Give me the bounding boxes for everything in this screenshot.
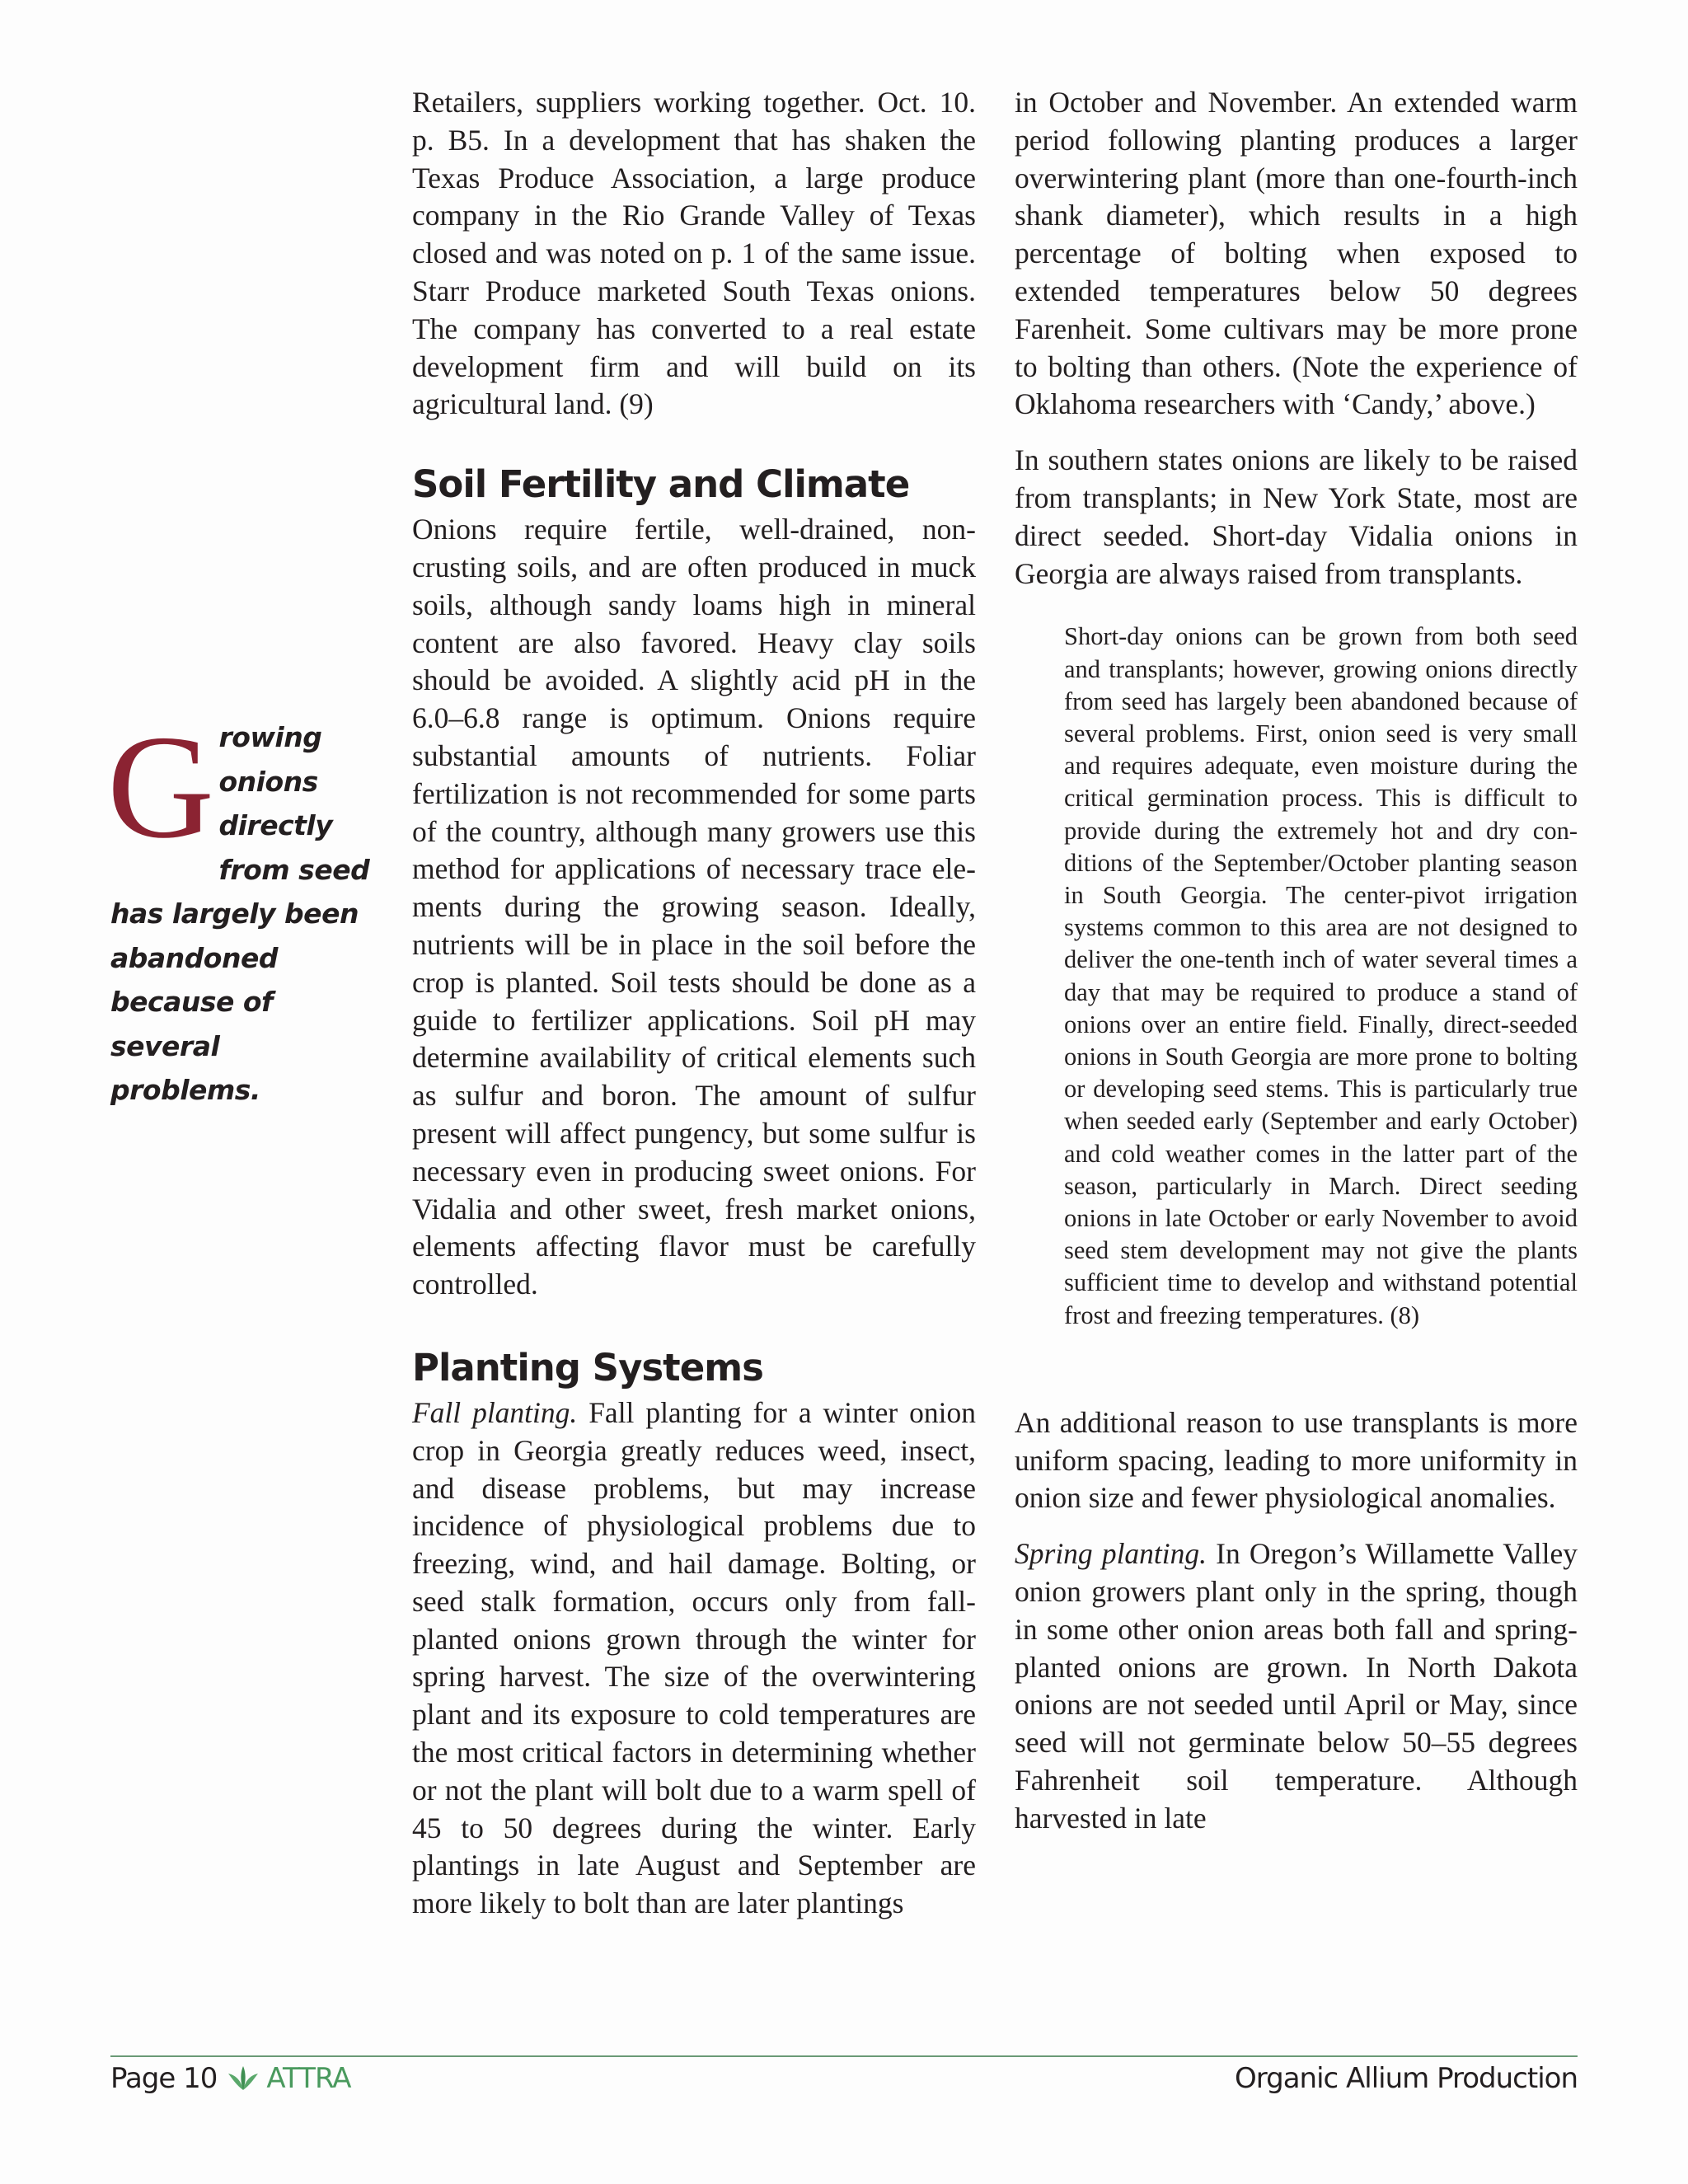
fall-planting-label: Fall planting.	[412, 1395, 578, 1429]
soil-fertility-paragraph: Onions require fertile, well-drained, non-crusting soils, and are often produced in muck soils, although sandy loams high in mineral content are also favored. Heavy clay soils should be avoided. A slightly acid pH in the 6.0–6.8 range is optimum. Onions require substantial amounts of nutrients. Foliar fertilization is not recommended for some parts of the country, although many growers use this method for applications of necessary trace elements during the growing season. Ideally, nutrients will be in place in the soil before the crop is planted. Soil tests should be done as a guide to fertilizer applications. Soil pH may determine availability of critical elements such as sulfur and boron. The amount of sulfur present will affect pungency, but some sulfur is necessary even in producing sweet onions. For Vidalia and other sweet, fresh market onions, elements affecting flavor must be carefully controlled.	[412, 513, 976, 1301]
right-column	[1015, 84, 1578, 1838]
drop-cap: G	[107, 705, 214, 869]
leaf-icon	[225, 2065, 261, 2092]
transplants-paragraph: An additional reason to use transplants is more uniform spacing, leading to more uniformity in onion size and fewer physiological anomalies.	[1015, 1405, 1578, 1515]
southern-states-paragraph: In southern states onions are likely to be raised from transplants; in New York State, most are direct seeded. Short-day Vidalia onions in Georgia are always raised from transplants.	[1015, 443, 1578, 590]
spring-planting-label: Spring planting.	[1015, 1537, 1207, 1571]
page-number: Page 10	[110, 2062, 218, 2095]
overwintering-paragraph: in October and November. An extended warm period following planting produces a larger overwintering plant (more than one-fourth-inch shank diameter), which results in a high percentage of bolting when exposed to extended temperatures below 50 degrees Farenheit. Some cultivars may be more prone to bolting than others. (Note the experience of Oklahoma researchers with ‘Candy,’ above.)	[1015, 86, 1578, 421]
left-column	[412, 84, 976, 1923]
pull-quote	[107, 705, 371, 1113]
intro-paragraph: Retailers, suppliers working together. Oct. 10. p. B5. In a development that has shaken the Texas Produce Association, a large produce company in the Rio Grande Valley of Texas closed and was noted on p. 1 of the same issue. Starr Produce marketed South Texas onions. The company has converted to a real estate development firm and will build on its agricultural land. (9)	[412, 86, 976, 421]
spring-planting-paragraph	[1015, 1535, 1578, 1837]
fall-planting-text: Fall planting for a winter onion crop in Georgia greatly reduces weed, insect, and disease problems, but may increase incidence of physiological problems due to freezing, wind, and hail damage. Bolting, or seed stalk formation, occurs only from fall-planted onions grown through the winter for spring harvest. The size of the overwintering plant and its exposure to cold temperatures are the most critical factors in determining whether or not the plant will bolt due to a warm spell of 45 to 50 degrees during the winter. Early plantings in late August and September are more likely to bolt than are later plantings	[412, 1395, 976, 1920]
footer-divider	[110, 2055, 1578, 2057]
block-quote: Short-day onions can be grown from both seed and transplants; however, growing onions directly from seed has largely been abandoned because of several problems. First, onion seed is very small and requires adequate, even moisture during the critical germination process. This is difficult to provide during the extremely hot and dry conditions of the September/October planting season in South Georgia. The center-pivot irrigation systems common to this area are not designed to deliver the one-tenth inch of water several times a day that may be required to produce a stand of onions over an entire field. Finally, direct-seeded onions in South Georgia are more prone to bolting or developing seed stems. This is particularly true when seeded early (September and early October) and cold weather comes in the latter part of the season, particularly in March. Direct seeding onions in late October or early November to avoid seed stem development may not give the plants sufficient time to develop and withstand potential frost and freezing temperatures. (8)	[1064, 622, 1578, 1329]
planting-systems-heading: Planting Systems	[412, 1345, 763, 1390]
pull-quote-text: rowing onions directly from seed has largely been abandoned because of several problems.	[110, 721, 370, 1106]
attra-logo-text: ATTRA	[266, 2062, 351, 2095]
publication-title: Organic Allium Production	[1234, 2062, 1578, 2095]
soil-fertility-heading: Soil Fertility and Climate	[412, 462, 910, 507]
spring-planting-text: In Oregon’s Willamette Valley onion growers plant only in the spring, though in some other onion areas both fall and spring-planted onions are grown. In North Dakota onions are not seeded until April or May, since seed will not germinate below 50–55 degrees Fahrenheit soil temperature. Although harvested in late	[1015, 1537, 1578, 1835]
footer-left	[110, 2062, 350, 2095]
fall-planting-paragraph	[412, 1394, 976, 1923]
